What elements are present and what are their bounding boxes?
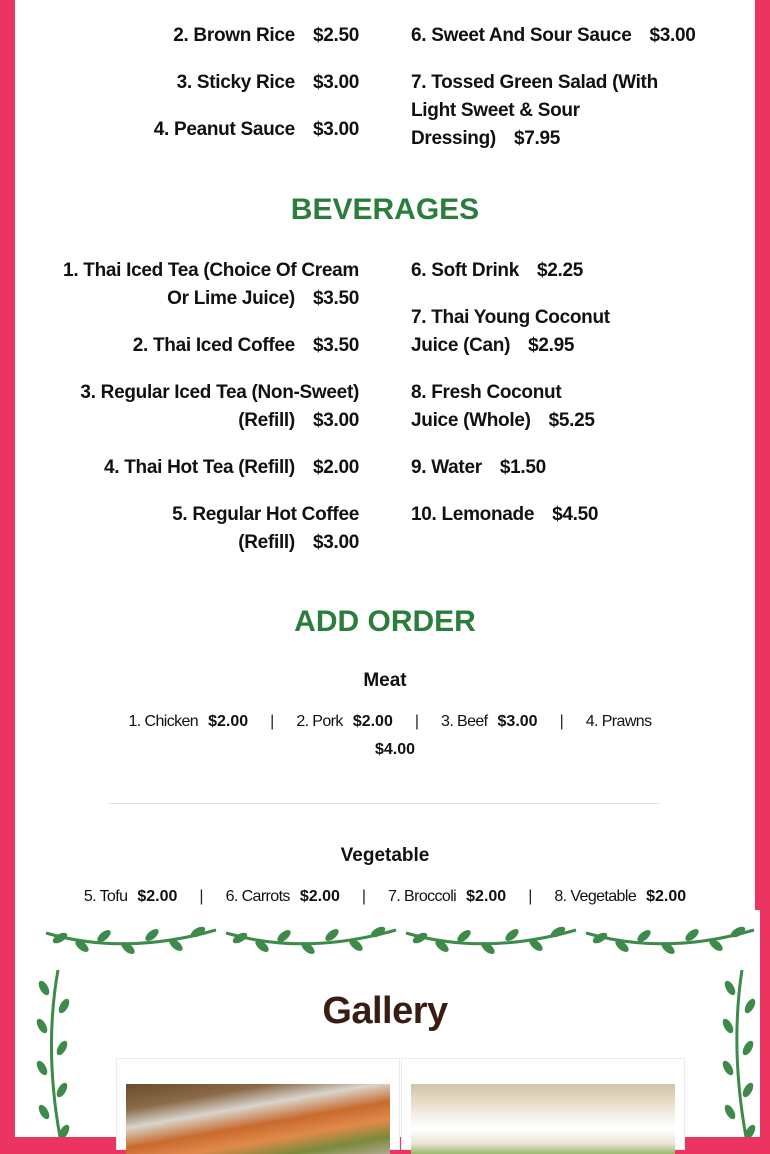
menu-item: 6. Soft Drink $2.25 [411,260,584,281]
menu-item: 1. Thai Iced Tea (Choice Of Cream Or Lime Juice) $3.50 [63,260,359,309]
sides-left-column [55,22,359,144]
sides-right-column [411,22,701,153]
addon-name: 8. Vegetable [554,888,637,905]
menu-item: 3. Regular Iced Tea (Non-Sweet) (Refill) $3.00 [80,382,359,431]
addon-price: $2.00 [646,888,687,905]
addon-price: $2.00 [137,888,178,905]
meat-addon-list [120,708,660,764]
vegetable-subheading: Vegetable [340,845,430,866]
menu-item: 7. Thai Young Coconut Juice (Can) $2.95 [411,307,610,356]
addon-name: 7. Broccoli [388,888,457,905]
top-vine-2 [226,930,396,944]
gallery-heading: Gallery [322,990,448,1032]
gallery-photo-rolls-dish[interactable] [411,1084,675,1154]
menu-item: 4. Peanut Sauce $3.00 [153,119,359,140]
menu-item: 2. Brown Rice $2.50 [173,25,359,46]
vegetable-addon-list [15,883,755,911]
addon-name: 6. Carrots [225,888,290,905]
addon-price: $3.00 [497,713,538,730]
menu-item: 3. Sticky Rice $3.00 [176,72,359,93]
top-vine-1 [46,930,216,944]
addon-price: $2.00 [352,713,393,730]
addon-name: 1. Chicken [128,713,199,730]
gallery-card[interactable] [401,1058,685,1150]
addon-name: 2. Pork [296,713,343,730]
meat-subheading: Meat [363,670,407,691]
addon-price: $2.00 [466,888,507,905]
separator: | [199,888,204,905]
addon-price: $2.00 [299,888,340,905]
top-vine-4 [586,930,754,944]
beverages-left-column [55,257,359,557]
menu-item: 8. Fresh Coconut Juice (Whole) $5.25 [411,382,595,431]
section-divider [108,803,660,804]
addon-name: 5. Tofu [83,888,128,905]
separator: | [270,713,275,730]
addon-name: 4. Prawns [585,713,652,730]
menu-item: 10. Lemonade $4.50 [411,504,599,525]
separator: | [414,713,420,730]
addon-name: 3. Beef [441,713,488,730]
separator: | [361,888,367,905]
beverages-right-column [411,257,701,529]
top-leaves [51,925,747,957]
gallery-card[interactable] [116,1058,400,1150]
beverages-heading: BEVERAGES [290,193,480,226]
add-order-heading: ADD ORDER [294,605,476,638]
menu-item: 4. Thai Hot Tea (Refill) $2.00 [104,457,359,478]
menu-item: 9. Water $1.50 [411,457,546,478]
menu-item: 2. Thai Iced Coffee $3.50 [132,335,359,356]
menu-item: 7. Tossed Green Salad (With Light Sweet & Sour Dressing) $7.95 [411,72,658,149]
addon-price: $4.00 [374,741,416,758]
gallery-photo-shrimp-dish[interactable] [126,1084,390,1154]
separator: | [559,713,564,730]
menu-item: 5. Regular Hot Coffee (Refill) $3.00 [172,504,359,553]
separator: | [528,888,533,905]
menu-item: 6. Sweet And Sour Sauce $3.00 [411,25,696,46]
addon-price: $2.00 [208,713,249,730]
top-vine-3 [406,930,576,944]
